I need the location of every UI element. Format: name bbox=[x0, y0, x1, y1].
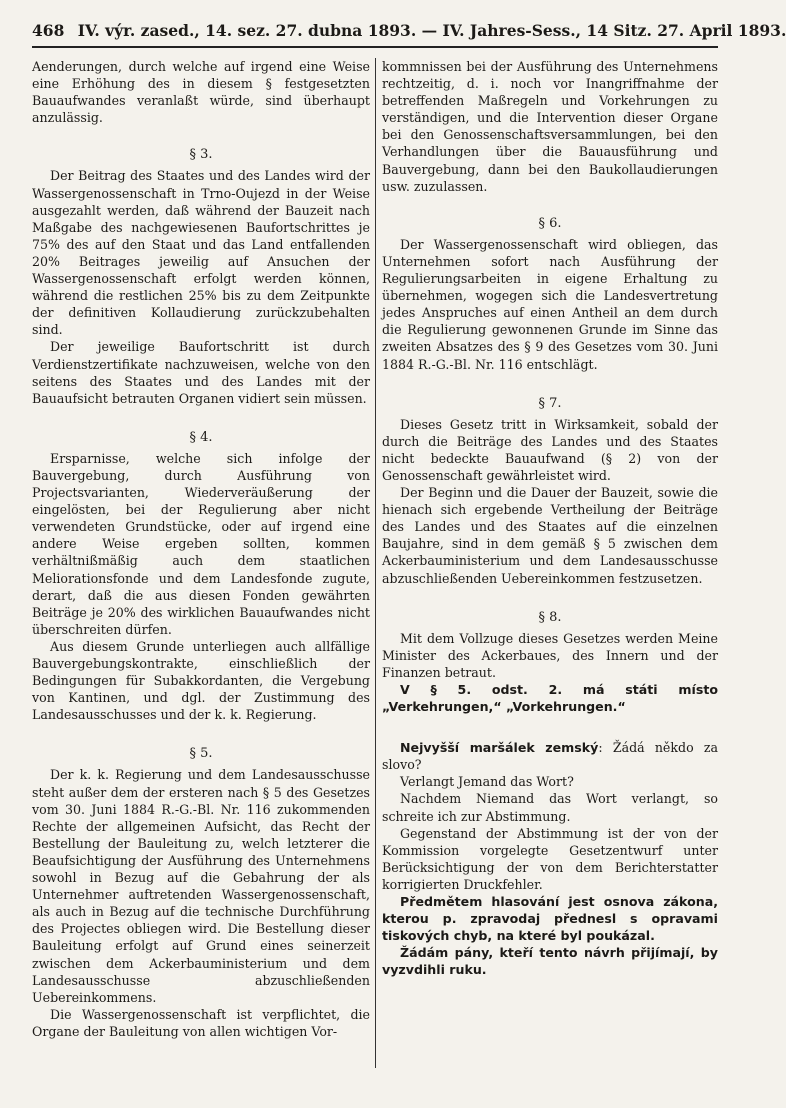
column-divider bbox=[375, 58, 376, 1068]
correction-note: V § 5. odst. 2. má státi místo „Verkehrungen,“ „Vorkehrungen.“ bbox=[382, 682, 718, 715]
section-3-paragraph-1: Der Beitrag des Staates und des Landes wird der Wassergenossenschaft in Trno-Oujezd in der Weise ausgezahlt werden, daß während der Bauzeit nach Maßgabe des nachgewiesenen Baufortschrittes je 75% des auf den Staat und das Land entfallenden 20% Beitrages jeweilig auf Ansuchen der Wassergenossenschaft erfolgt werden können, während die restlichen 25% bis zu dem Zeitpunkte der definitiven Kollaudierung zurückzubehalten sind. bbox=[32, 168, 370, 338]
page-number: 468 bbox=[32, 21, 65, 40]
section-heading-6: § 6. bbox=[538, 215, 562, 231]
debate-line-czech-1: Předmětem hlasování jest osnova zákona, kterou p. zpravodaj přednesl s opravami tiskových chyb, na které byl poukázal. bbox=[382, 894, 718, 944]
section-heading-4: § 4. bbox=[189, 429, 213, 445]
debate-line-2: Nachdem Niemand das Wort verlangt, so schreite ich zur Abstimmung. bbox=[382, 791, 718, 824]
section-heading-8: § 8. bbox=[538, 609, 562, 625]
speaker-name: Nejvyšší maršálek zemský bbox=[400, 740, 599, 756]
section-8-paragraph-1: Mit dem Vollzuge dieses Gesetzes werden Meine Minister des Ackerbaues, des Innern und der Finanzen betraut. bbox=[382, 630, 718, 680]
header-title-german: IV. Jahres-Sess., 14 Sitz. 27. April 1893. bbox=[442, 21, 786, 40]
speaker-question: : Žádá někdo za slovo? bbox=[382, 740, 718, 773]
section-5-paragraph-2: Die Wassergenossenschaft ist verpflichtet, die Organe der Bauleitung von allen wichtigen Vor- bbox=[32, 1006, 370, 1039]
right-column bbox=[382, 58, 718, 979]
left-column bbox=[32, 58, 370, 1040]
section-7-paragraph-2: Der Beginn und die Dauer der Bauzeit, sowie die hienach sich ergebende Vertheilung der Beiträge des Landes und des Staates auf die einzelnen Baujahre, sind in dem gemäß § 5 zwischen dem Ackerbauministerium und dem Landesausschusse abzuschließenden Uebereinkommen festzusetzen. bbox=[382, 485, 718, 586]
section-3-paragraph-2: Der jeweilige Baufortschritt ist durch Verdienstzertifikate nachzuweisen, welche von den seitens des Staates und des Landes mit der Bauaufsicht betrauten Organen vidiert sein müssen. bbox=[32, 339, 370, 406]
header-separator: — bbox=[421, 21, 438, 40]
speaker-paragraph bbox=[382, 739, 718, 773]
section-6-paragraph-1: Der Wassergenossenschaft wird obliegen, das Unternehmen sofort nach Ausführung der Regulierungsarbeiten in eigene Erhaltung zu übernehmen, wogegen sich die Landesvertretung jedes Anspruches auf einen Antheil an dem durch die Regulierung gewonnenen Grunde im Sinne das zweiten Absatzes des § 9 des Gesetzes vom 30. Juni 1884 R.-G.-Bl. Nr. 116 entschlägt. bbox=[382, 236, 718, 372]
debate-line-1: Verlangt Jemand das Wort? bbox=[400, 774, 574, 790]
header-title-czech: IV. výr. zased., 14. sez. 27. dubna 1893. bbox=[77, 21, 417, 40]
section-heading-3: § 3. bbox=[189, 147, 213, 163]
section-4-paragraph-1: Ersparnisse, welche sich infolge der Bauvergebung, durch Ausführung von Projectsvarianten, Wiederveräußerung der eingelösten, bei der Regulierung aber nicht verwendeten Grundstücke, oder auf irgend eine andere Weise ergeben sollten, kommen verhältnißmäßig auch dem staatlichen Meliorationsfonde und dem Landesfonde zugute, derart, daß die aus diesen Fonden gewährten Beiträge je 20% des wirklichen Bauaufwandes nicht überschreiten dürfen. bbox=[32, 450, 370, 637]
section-heading-5: § 5. bbox=[189, 746, 213, 762]
debate-line-czech-2: Žádám pány, kteří tento návrh přijímají, by vyzvdihli ruku. bbox=[382, 945, 718, 978]
section-5-paragraph-1: Der k. k. Regierung und dem Landesausschusse steht außer dem der ersteren nach § 5 des Gesetzes vom 30. Juni 1884 R.-G.-Bl. Nr. 116 zukommenden Rechte der allgemeinen Aufsicht, das Recht der Bestellung der Bauleitung zu, welch letzterer die Beaufsichtigung der Ausführung des Unternehmens sowohl in Bezug auf die Gebahrung der als Unternehmer auftretenden Wassergenossenschaft, als auch in Bezug auf die technische Durchführung des Projectes obliegen wird. Die Bestellung dieser Bauleitung erfolgt auf Grund eines seinerzeit zwischen dem Ackerbauministerium und dem Landesausschusse abzuschließenden Uebereinkommens. bbox=[32, 767, 370, 1005]
paragraph-continuation: Aenderungen, durch welche auf irgend eine Weise eine Erhöhung des in diesem § festgesetzten Bauaufwandes veranlaßt würde, sind überhaupt anzulässig. bbox=[32, 59, 370, 126]
page-header bbox=[32, 16, 786, 48]
debate-line-3: Gegenstand der Abstimmung ist der von der Kommission vorgelegte Gesetzentwurf unter Berücksichtigung der von dem Berichterstatter korrigierten Druckfehler. bbox=[382, 825, 718, 892]
paragraph-continuation-right: kommnissen bei der Ausführung des Unternehmens rechtzeitig, d. i. noch vor Inangriffnahme der betreffenden Maßregeln und Vorkehrungen zu verständigen, und die Intervention dieser Organe bei den Genossenschaftsversammlungen, bei den Verhandlungen über die Bauausführung und Bauvergebung, dann bei den Baukollaudierungen usw. zuzulassen. bbox=[382, 59, 718, 194]
section-heading-7: § 7. bbox=[538, 395, 562, 411]
spacer bbox=[382, 715, 718, 739]
section-7-paragraph-1: Dieses Gesetz tritt in Wirksamkeit, sobald der durch die Beiträge des Landes und des Staates nicht bedeckte Bauaufwand (§ 2) von der Genossenschaft gewährleistet wird. bbox=[382, 416, 718, 483]
two-column-body bbox=[32, 58, 718, 1098]
section-4-paragraph-2: Aus diesem Grunde unterliegen auch allfällige Bauvergebungskontrakte, einschließlich der Bedingungen für Subakkordanten, die Vergebung von Kantinen, und dgl. der Zustimmung des Landesausschusses und der k. k. Regierung. bbox=[32, 638, 370, 723]
